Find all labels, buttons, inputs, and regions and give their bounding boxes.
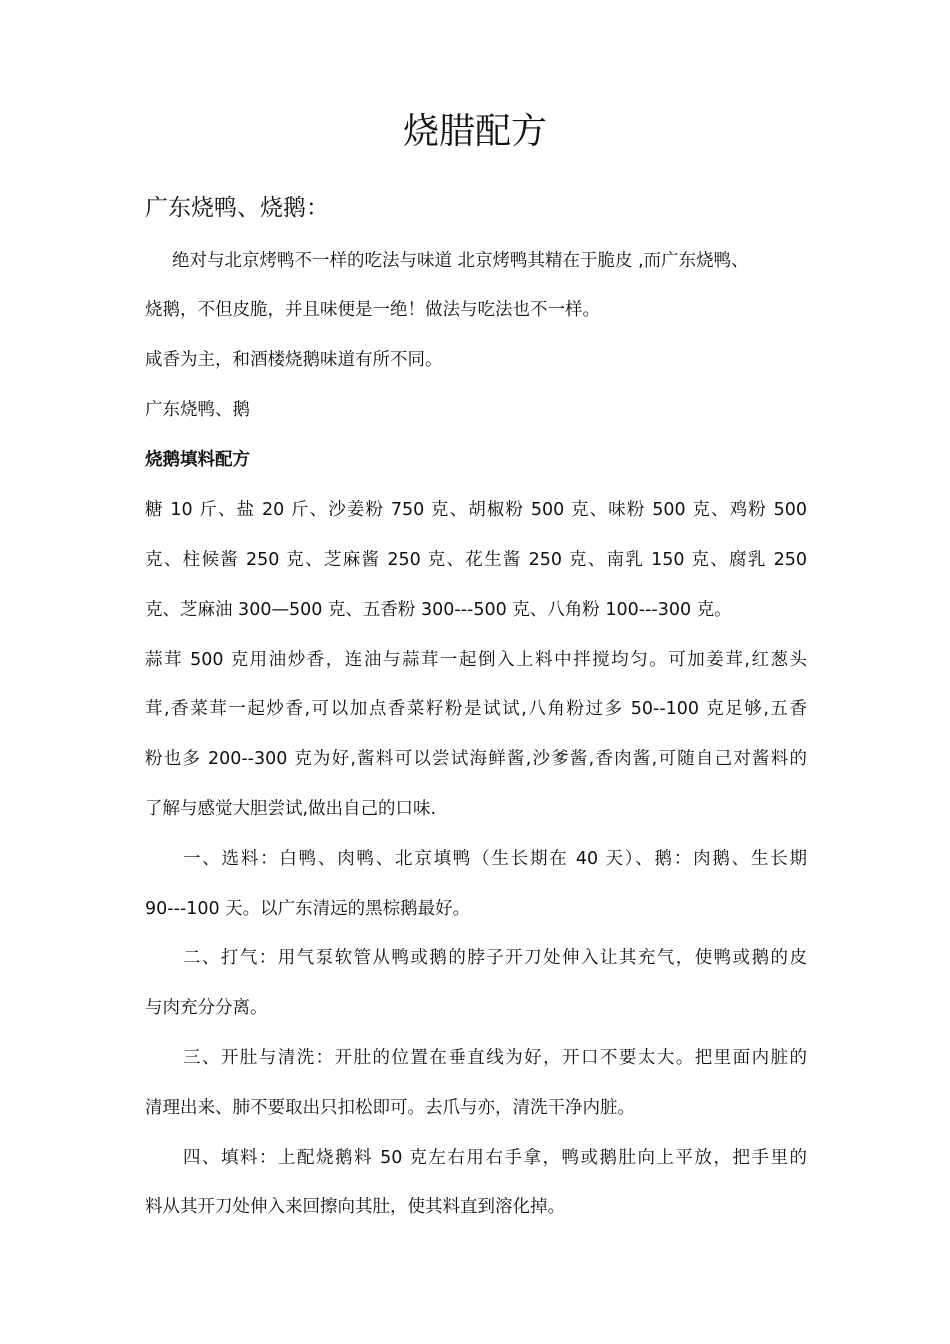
step-line: 一、选料：白鸭、肉鸭、北京填鸭（生长期在 40 天）、鹅：肉鹅、生长期	[183, 849, 807, 869]
paragraph-line: 咸香为主，和酒楼烧鹅味道有所不同。	[145, 350, 443, 370]
paragraph-line: 粉也多 200--300 克为好,酱料可以尝试海鲜酱,沙爹酱,香肉酱,可随自己对酱料的	[145, 749, 807, 769]
step-line: 四、填料：上配烧鹅料 50 克左右用右手拿，鸭或鹅肚向上平放，把手里的	[183, 1148, 807, 1168]
paragraph-line: 蒜茸 500 克用油炒香，连油与蒜茸一起倒入上料中拌搅均匀。可加姜茸,红葱头	[145, 650, 807, 670]
step-line: 三、开肚与清洗：开肚的位置在垂直线为好，开口不要太大。把里面内脏的	[183, 1048, 807, 1068]
paragraph-line: 广东烧鸭、鹅	[145, 400, 250, 420]
paragraph-line: 了解与感觉大胆尝试,做出自己的口味.	[145, 799, 437, 819]
step-line: 清理出来、肺不要取出只扣松即可。去爪与亦，清洗干净内脏。	[145, 1098, 635, 1118]
section-heading: 广东烧鸭、烧鹅：	[145, 195, 329, 221]
step-line: 与肉充分分离。	[145, 998, 268, 1018]
step-line: 90---100 天。以广东清远的黑棕鹅最好。	[145, 899, 471, 919]
paragraph-line: 茸,香菜茸一起炒香,可以加点香菜籽粉是试试,八角粉过多 50--100 克足够,五香	[145, 699, 807, 719]
paragraph-line: 绝对与北京烤鸭不一样的吃法与味道 北京烤鸭其精在于脆皮 ,而广东烧鸭、	[172, 251, 749, 271]
paragraph-line: 克、芝麻油 300—500 克、五香粉 300---500 克、八角粉 100---300 克。	[145, 600, 732, 620]
step-line: 二、打气：用气泵软管从鸭或鹅的脖子开刀处伸入让其充气，使鸭或鹅的皮	[183, 948, 807, 968]
paragraph-line: 克、柱候酱 250 克、芝麻酱 250 克、花生酱 250 克、南乳 150 克、腐乳 250	[145, 550, 807, 570]
paragraph-line: 烧鹅，不但皮脆，并且味便是一绝！做法与吃法也不一样。	[145, 300, 600, 320]
page-title: 烧腊配方	[402, 111, 547, 152]
recipe-heading: 烧鹅填料配方	[145, 450, 250, 470]
paragraph-line: 糖 10 斤、盐 20 斤、沙姜粉 750 克、胡椒粉 500 克、味粉 500 克、鸡粉 500	[145, 500, 807, 520]
step-line: 料从其开刀处伸入来回擦向其肚，使其料直到溶化掉。	[145, 1197, 565, 1217]
